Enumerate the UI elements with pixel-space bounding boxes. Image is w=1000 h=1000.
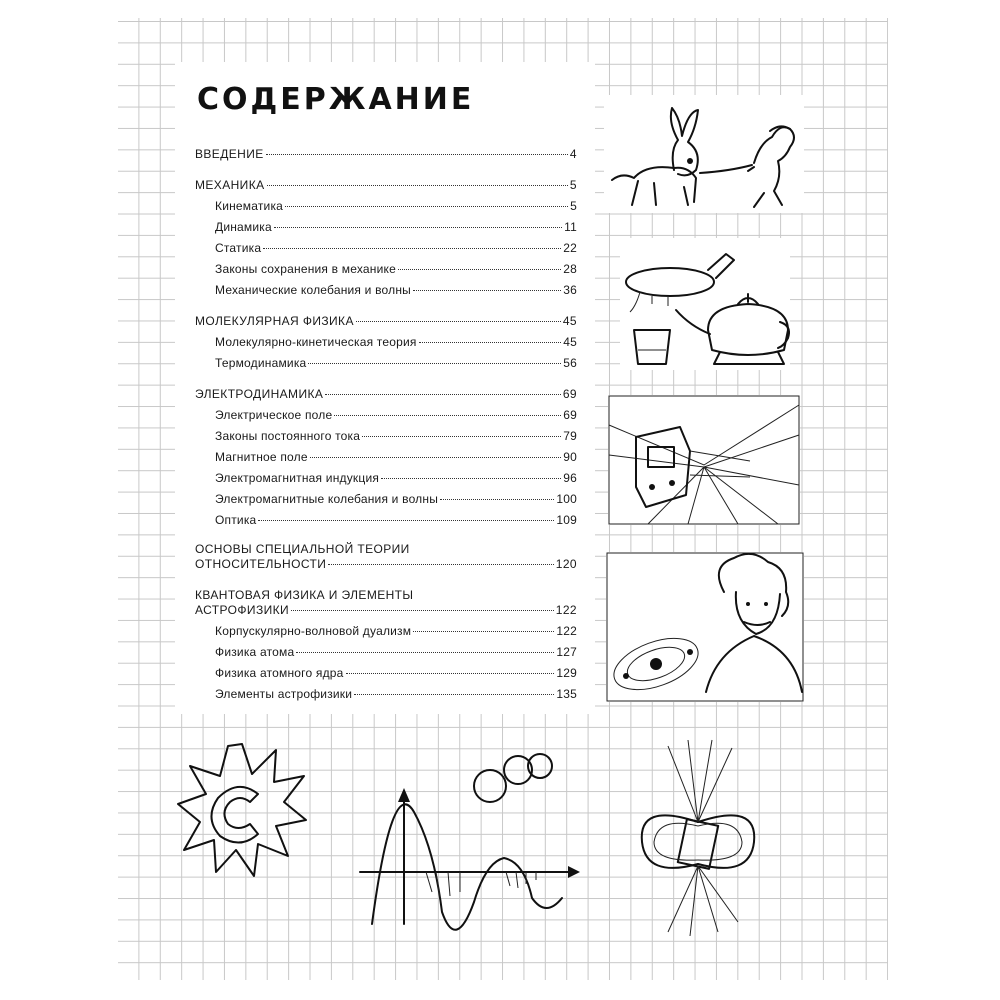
toc-leader bbox=[328, 564, 554, 565]
toc-leader bbox=[274, 227, 562, 228]
einstein-and-atom-drawing bbox=[606, 552, 804, 702]
magnet-burst-drawing bbox=[176, 740, 308, 880]
toc-page: 69 bbox=[563, 408, 577, 422]
toc-label: Магнитное поле bbox=[215, 450, 308, 464]
toc-entry[interactable] bbox=[215, 241, 577, 256]
toc-page: 4 bbox=[569, 147, 577, 161]
wave-graph-illustration bbox=[356, 752, 584, 932]
toc-page: 45 bbox=[563, 335, 577, 349]
toc-label: АСТРОФИЗИКИ bbox=[195, 603, 290, 617]
toc-entry[interactable] bbox=[215, 335, 577, 350]
toc-label: Законы сохранения в механике bbox=[215, 262, 396, 276]
toc-entry[interactable] bbox=[195, 557, 577, 572]
toc-label: Статика bbox=[215, 241, 262, 255]
toc-label: Молекулярно-кинетическая теория bbox=[215, 335, 417, 349]
toc-page: 11 bbox=[564, 220, 577, 234]
toc-leader bbox=[356, 321, 561, 322]
toc-leader bbox=[266, 154, 568, 155]
toc-entry[interactable] bbox=[215, 492, 577, 507]
toc-page: 109 bbox=[556, 513, 577, 527]
toc-label: Электрическое поле bbox=[215, 408, 333, 422]
toc-entry[interactable] bbox=[195, 314, 577, 329]
toc-leader bbox=[291, 610, 554, 611]
toc-entry[interactable] bbox=[215, 687, 577, 702]
toc-page: 96 bbox=[563, 471, 577, 485]
toc-page: 120 bbox=[555, 557, 577, 571]
toc-leader bbox=[413, 290, 561, 291]
toc-label: Оптика bbox=[215, 513, 257, 527]
toc-label: ЭЛЕКТРОДИНАМИКА bbox=[195, 387, 324, 401]
table-of-contents bbox=[175, 62, 595, 714]
toc-entry[interactable] bbox=[215, 429, 577, 444]
magnetic-field-drawing bbox=[628, 736, 768, 936]
toc-label: Физика атома bbox=[215, 645, 295, 659]
toc-page: 100 bbox=[556, 492, 577, 506]
toc-leader bbox=[308, 363, 561, 364]
einstein-and-atom-illustration bbox=[606, 552, 804, 702]
toc-label-line1: КВАНТОВАЯ ФИЗИКА И ЭЛЕМЕНТЫ bbox=[195, 588, 414, 602]
toc-leader bbox=[267, 185, 568, 186]
toc-entry[interactable] bbox=[215, 408, 577, 423]
toc-label: Термодинамика bbox=[215, 356, 307, 370]
toc-page: 69 bbox=[562, 387, 577, 401]
toc-leader bbox=[440, 499, 554, 500]
toc-leader bbox=[334, 415, 561, 416]
toc-label: Электромагнитные колебания и волны bbox=[215, 492, 439, 506]
toc-label-line1: ОСНОВЫ СПЕЦИАЛЬНОЙ ТЕОРИИ bbox=[195, 542, 410, 556]
toc-entry[interactable] bbox=[215, 471, 577, 486]
toc-leader bbox=[413, 631, 554, 632]
donkey-and-man-drawing bbox=[604, 95, 804, 213]
toc-page: 36 bbox=[563, 283, 577, 297]
toc-page: 90 bbox=[563, 450, 577, 464]
toc-page: 5 bbox=[570, 199, 577, 213]
toc-page: 45 bbox=[562, 314, 577, 328]
toc-page: 127 bbox=[556, 645, 577, 659]
toc-page: 129 bbox=[556, 666, 577, 680]
toc-title: СОДЕРЖАНИЕ bbox=[197, 82, 475, 117]
toc-label: Элементы астрофизики bbox=[215, 687, 353, 701]
toc-entry[interactable] bbox=[195, 603, 577, 618]
toc-label: МЕХАНИКА bbox=[195, 178, 265, 192]
toc-page: 22 bbox=[563, 241, 577, 255]
toc-label: Механические колебания и волны bbox=[215, 283, 412, 297]
toc-leader bbox=[362, 436, 561, 437]
toc-leader bbox=[296, 652, 554, 653]
toc-leader bbox=[381, 478, 561, 479]
toc-entry[interactable] bbox=[195, 147, 577, 162]
toc-label: Динамика bbox=[215, 220, 272, 234]
toc-entry[interactable] bbox=[215, 283, 577, 298]
toc-entry[interactable] bbox=[215, 624, 577, 639]
toc-leader bbox=[398, 269, 561, 270]
toc-leader bbox=[325, 394, 561, 395]
toc-label: Законы постоянного тока bbox=[215, 429, 361, 443]
toc-page: 135 bbox=[556, 687, 577, 701]
toc-label: Физика атомного ядра bbox=[215, 666, 344, 680]
subway-train-illustration bbox=[608, 395, 800, 525]
toc-label: Электромагнитная индукция bbox=[215, 471, 380, 485]
toc-leader bbox=[419, 342, 562, 343]
toc-leader bbox=[263, 248, 561, 249]
magnet-burst-illustration bbox=[176, 740, 308, 880]
donkey-and-man-illustration bbox=[604, 95, 804, 213]
toc-page: 28 bbox=[563, 262, 577, 276]
toc-label: Кинематика bbox=[215, 199, 284, 213]
wave-graph-drawing bbox=[356, 752, 584, 932]
toc-entry[interactable] bbox=[215, 450, 577, 465]
toc-label: ОТНОСИТЕЛЬНОСТИ bbox=[195, 557, 327, 571]
subway-train-drawing bbox=[608, 395, 800, 525]
kettle-and-pan-illustration bbox=[620, 238, 790, 370]
toc-entry[interactable] bbox=[215, 199, 577, 214]
toc-page: 79 bbox=[563, 429, 577, 443]
toc-entry[interactable] bbox=[215, 220, 577, 235]
kettle-and-pan-drawing bbox=[620, 238, 790, 370]
toc-entry[interactable] bbox=[215, 262, 577, 277]
toc-leader bbox=[285, 206, 568, 207]
toc-leader bbox=[310, 457, 562, 458]
toc-label: МОЛЕКУЛЯРНАЯ ФИЗИКА bbox=[195, 314, 354, 328]
toc-label: Корпускулярно-волновой дуализм bbox=[215, 624, 412, 638]
toc-page: 56 bbox=[563, 356, 577, 370]
toc-entry[interactable] bbox=[215, 645, 577, 660]
toc-leader bbox=[346, 673, 555, 674]
toc-leader bbox=[354, 694, 554, 695]
toc-entry[interactable] bbox=[195, 178, 577, 193]
toc-leader bbox=[258, 520, 554, 521]
toc-label: ВВЕДЕНИЕ bbox=[195, 147, 264, 161]
toc-page: 5 bbox=[569, 178, 577, 192]
magnetic-field-illustration bbox=[628, 736, 768, 936]
toc-page: 122 bbox=[556, 624, 577, 638]
toc-entry[interactable] bbox=[195, 387, 577, 402]
toc-page: 122 bbox=[555, 603, 577, 617]
toc-entry[interactable] bbox=[215, 666, 577, 681]
toc-entry[interactable] bbox=[215, 513, 577, 528]
toc-entry[interactable] bbox=[215, 356, 577, 371]
